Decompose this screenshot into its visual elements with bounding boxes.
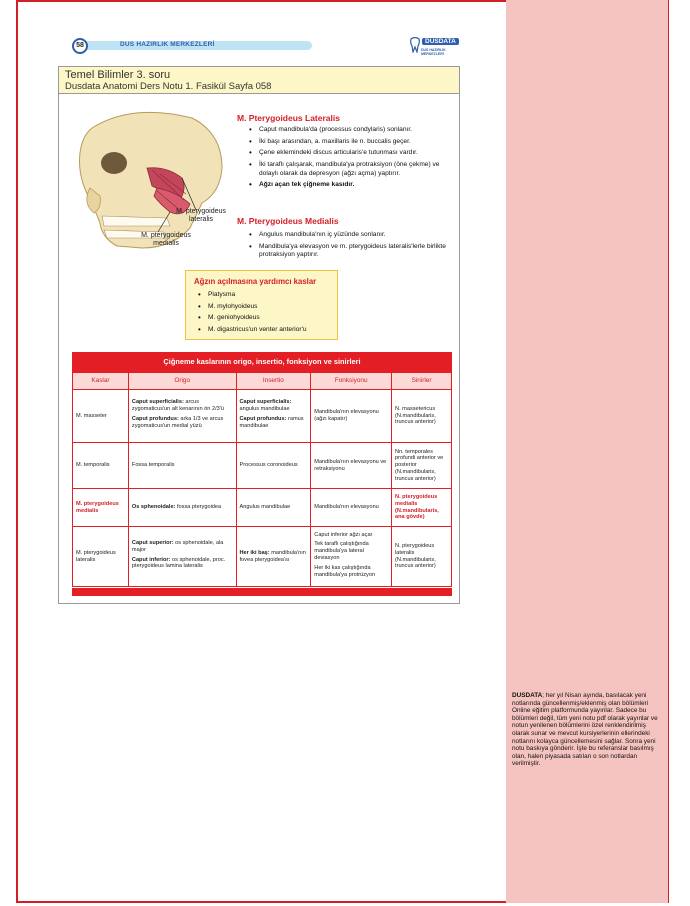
medialis-list [247, 231, 452, 263]
logo-subtext: DUS HAZIRLIK MERKEZLERİ [421, 48, 446, 56]
cell-insertio: Angulus mandibulae [236, 489, 311, 527]
question-title-box [58, 66, 460, 94]
lateralis-item: • Çene eklemindeki discus articularis'e tutunması vardır. [247, 149, 452, 158]
cell-text: Tek taraflı çalıştığında mandibula'ya lateral deviasyon [314, 541, 369, 561]
cell-origo: Fossa temporalis [128, 443, 236, 489]
page-number: 58 [72, 38, 88, 54]
lateralis-item: • İki başı arasından, a. maxillaris ile n. buccalis geçer. [247, 138, 452, 147]
cell-label: Caput superior: [131, 539, 174, 546]
cell-text: arcus zygomaticus'un alt kenarının ön 2/3'ü [131, 399, 224, 413]
side-note [512, 692, 662, 768]
lateralis-item: • İki taraflı çalışarak, mandibula'ya protraksiyon (öne çekme) ve dolaylı olarak da depresyon (ağzı açma) yaptırır. [247, 161, 452, 178]
cell-insertio [236, 527, 311, 587]
dusdata-logo [409, 35, 459, 57]
helper-muscle-item: • M. geniohyoideus [196, 314, 307, 323]
helper-muscle-item: • M. mylohyoideus [196, 303, 307, 312]
cell-label: Caput inferior: [131, 556, 171, 563]
cell-origo [128, 527, 236, 587]
tooth-logo-icon [409, 37, 421, 53]
col-header: Sinirler [392, 373, 452, 390]
helper-muscle-item: • Platysma [196, 291, 307, 300]
cell-sinir: N. pterygoideus lateralis (N.mandibularis, truncus anterior) [392, 527, 452, 587]
lateralis-heading: M. Pterygoideus Lateralis [237, 113, 340, 123]
lateralis-list [247, 126, 452, 193]
table-row [73, 527, 452, 587]
question-source: Dusdata Anatomi Ders Notu 1. Fasikül Sayfa 058 [65, 81, 272, 92]
cell-origo [128, 390, 236, 443]
table-row-highlighted [73, 489, 452, 527]
cell-sinir: N. pterygoideus medialis (N.mandibularis, ana gövde) [392, 489, 452, 527]
cell-text: ramus mandibulae [239, 416, 304, 429]
cell-label: Caput superficialis: [239, 399, 292, 406]
cell-text: fossa pterygoidea [176, 504, 222, 511]
cell-text: angulus mandibulae [239, 406, 290, 413]
cell-origo [128, 489, 236, 527]
logo-text: DUSDATA [422, 38, 459, 45]
table-row [73, 443, 452, 489]
cell-text: os sphenoidale, ala major [131, 539, 224, 553]
cell-text: Caput inferior ağzı açar [314, 531, 373, 538]
col-header: Insertio [236, 373, 311, 390]
figure-label-lateralis: M. pterygoideus lateralis [176, 208, 226, 223]
header-title: DUS HAZIRLIK MERKEZLERİ [120, 41, 215, 48]
table-row [73, 390, 452, 443]
side-note-text: ; her yıl Nisan ayında, basılacak yeni notlarında güncellenmiş/eklenmiş olan bölümleri Online eğitim platformunda yayınlar. Sadece bu bölümleri değil, tüm yeni notu pdf olarak yayınlar ve notun yenilenen bölümlerini özel renklendirilmiş olarak sunar ve mevcut kursiyerlerinin ellerindeki notlarını kolayca güncellemesini sağlar. Sonra yeni notu baskıya gönderir. İşte bu referanslar basılmış olan, halen piyasada satılan o son notlardan verilmiştir. [512, 692, 658, 768]
cell-label: Caput profundus: [131, 416, 179, 422]
cell-sinir: N. massetericus (N.mandibularis, truncus anterior) [392, 390, 452, 443]
cell-kas: M. masseter [73, 390, 129, 443]
helper-muscle-item: • M. digastricus'un venter anterior'u [196, 326, 307, 335]
lateralis-item: • Caput mandibula'da (processus condylaris) sonlanır. [247, 126, 452, 135]
figure-label-medialis: M. pterygoideus medialis [141, 232, 191, 247]
cell-fonksiyon: Mandibula'nın elevasyonu ve retraksiyonu [311, 443, 392, 489]
helper-muscles-title: Ağzın açılmasına yardımcı kaslar [194, 277, 317, 286]
cell-label: Her iki baş: [239, 549, 270, 556]
side-note-brand: DUSDATA [512, 692, 543, 699]
cell-text: os sphenoidale, proc. pterygoideus lamina lateralis [131, 556, 226, 570]
question-title: Temel Bilimler 3. soru [65, 69, 171, 81]
cell-label: Os sphenoidale: [131, 504, 176, 511]
lateralis-item: • Ağzı açan tek çiğneme kasıdır. [247, 181, 452, 190]
muscle-table-grid [72, 372, 452, 587]
cell-fonksiyon: Mandibula'nın elevasyonu [311, 489, 392, 527]
helper-muscles-list [196, 291, 307, 338]
cell-label: Caput profundus: [239, 416, 287, 422]
helper-muscles-box [185, 270, 338, 340]
cell-text: arka 1/3 ve arcus zygomaticus'un medial yüzü [131, 416, 224, 429]
page-header [72, 38, 455, 58]
medialis-heading: M. Pterygoideus Medialis [237, 216, 339, 226]
cell-kas: M. pterygoideus medialis [73, 489, 129, 527]
cell-text: Her iki kas çalıştığında mandibula'ya protrüzyon [314, 564, 376, 578]
cell-fonksiyon: Mandibula'nın elevasyonu (ağzı kapatır) [311, 390, 392, 443]
cell-label: Caput superficialis: [131, 399, 184, 406]
col-header: Fonksiyonu [311, 373, 392, 390]
col-header: Origo [128, 373, 236, 390]
table-title: Çiğneme kaslarının origo, insertio, fonksiyon ve sinirleri [72, 352, 452, 372]
medialis-item: • Mandibula'ya elevasyon ve m. pterygoideus lateralis'lerle birlikte protraksiyon yaptırır. [247, 243, 452, 260]
cell-insertio: Processus coronoideus [236, 443, 311, 489]
cell-kas: M. pterygoideus lateralis [73, 527, 129, 587]
cell-text: mandibula'nın fovea pterygoidea'sı [239, 549, 306, 563]
col-header: Kaslar [73, 373, 129, 390]
cell-fonksiyon [311, 527, 392, 587]
cell-insertio [236, 390, 311, 443]
cell-kas: M. temporalis [73, 443, 129, 489]
table-header-row [73, 373, 452, 390]
cell-sinir: Nn. temporales profundi anterior ve posterior (N.mandibularis, truncus anterior) [392, 443, 452, 489]
muscle-table [72, 352, 452, 596]
table-footer-bar [72, 588, 452, 596]
medialis-item: • Angulus mandibula'nın iç yüzünde sonlanır. [247, 231, 452, 240]
